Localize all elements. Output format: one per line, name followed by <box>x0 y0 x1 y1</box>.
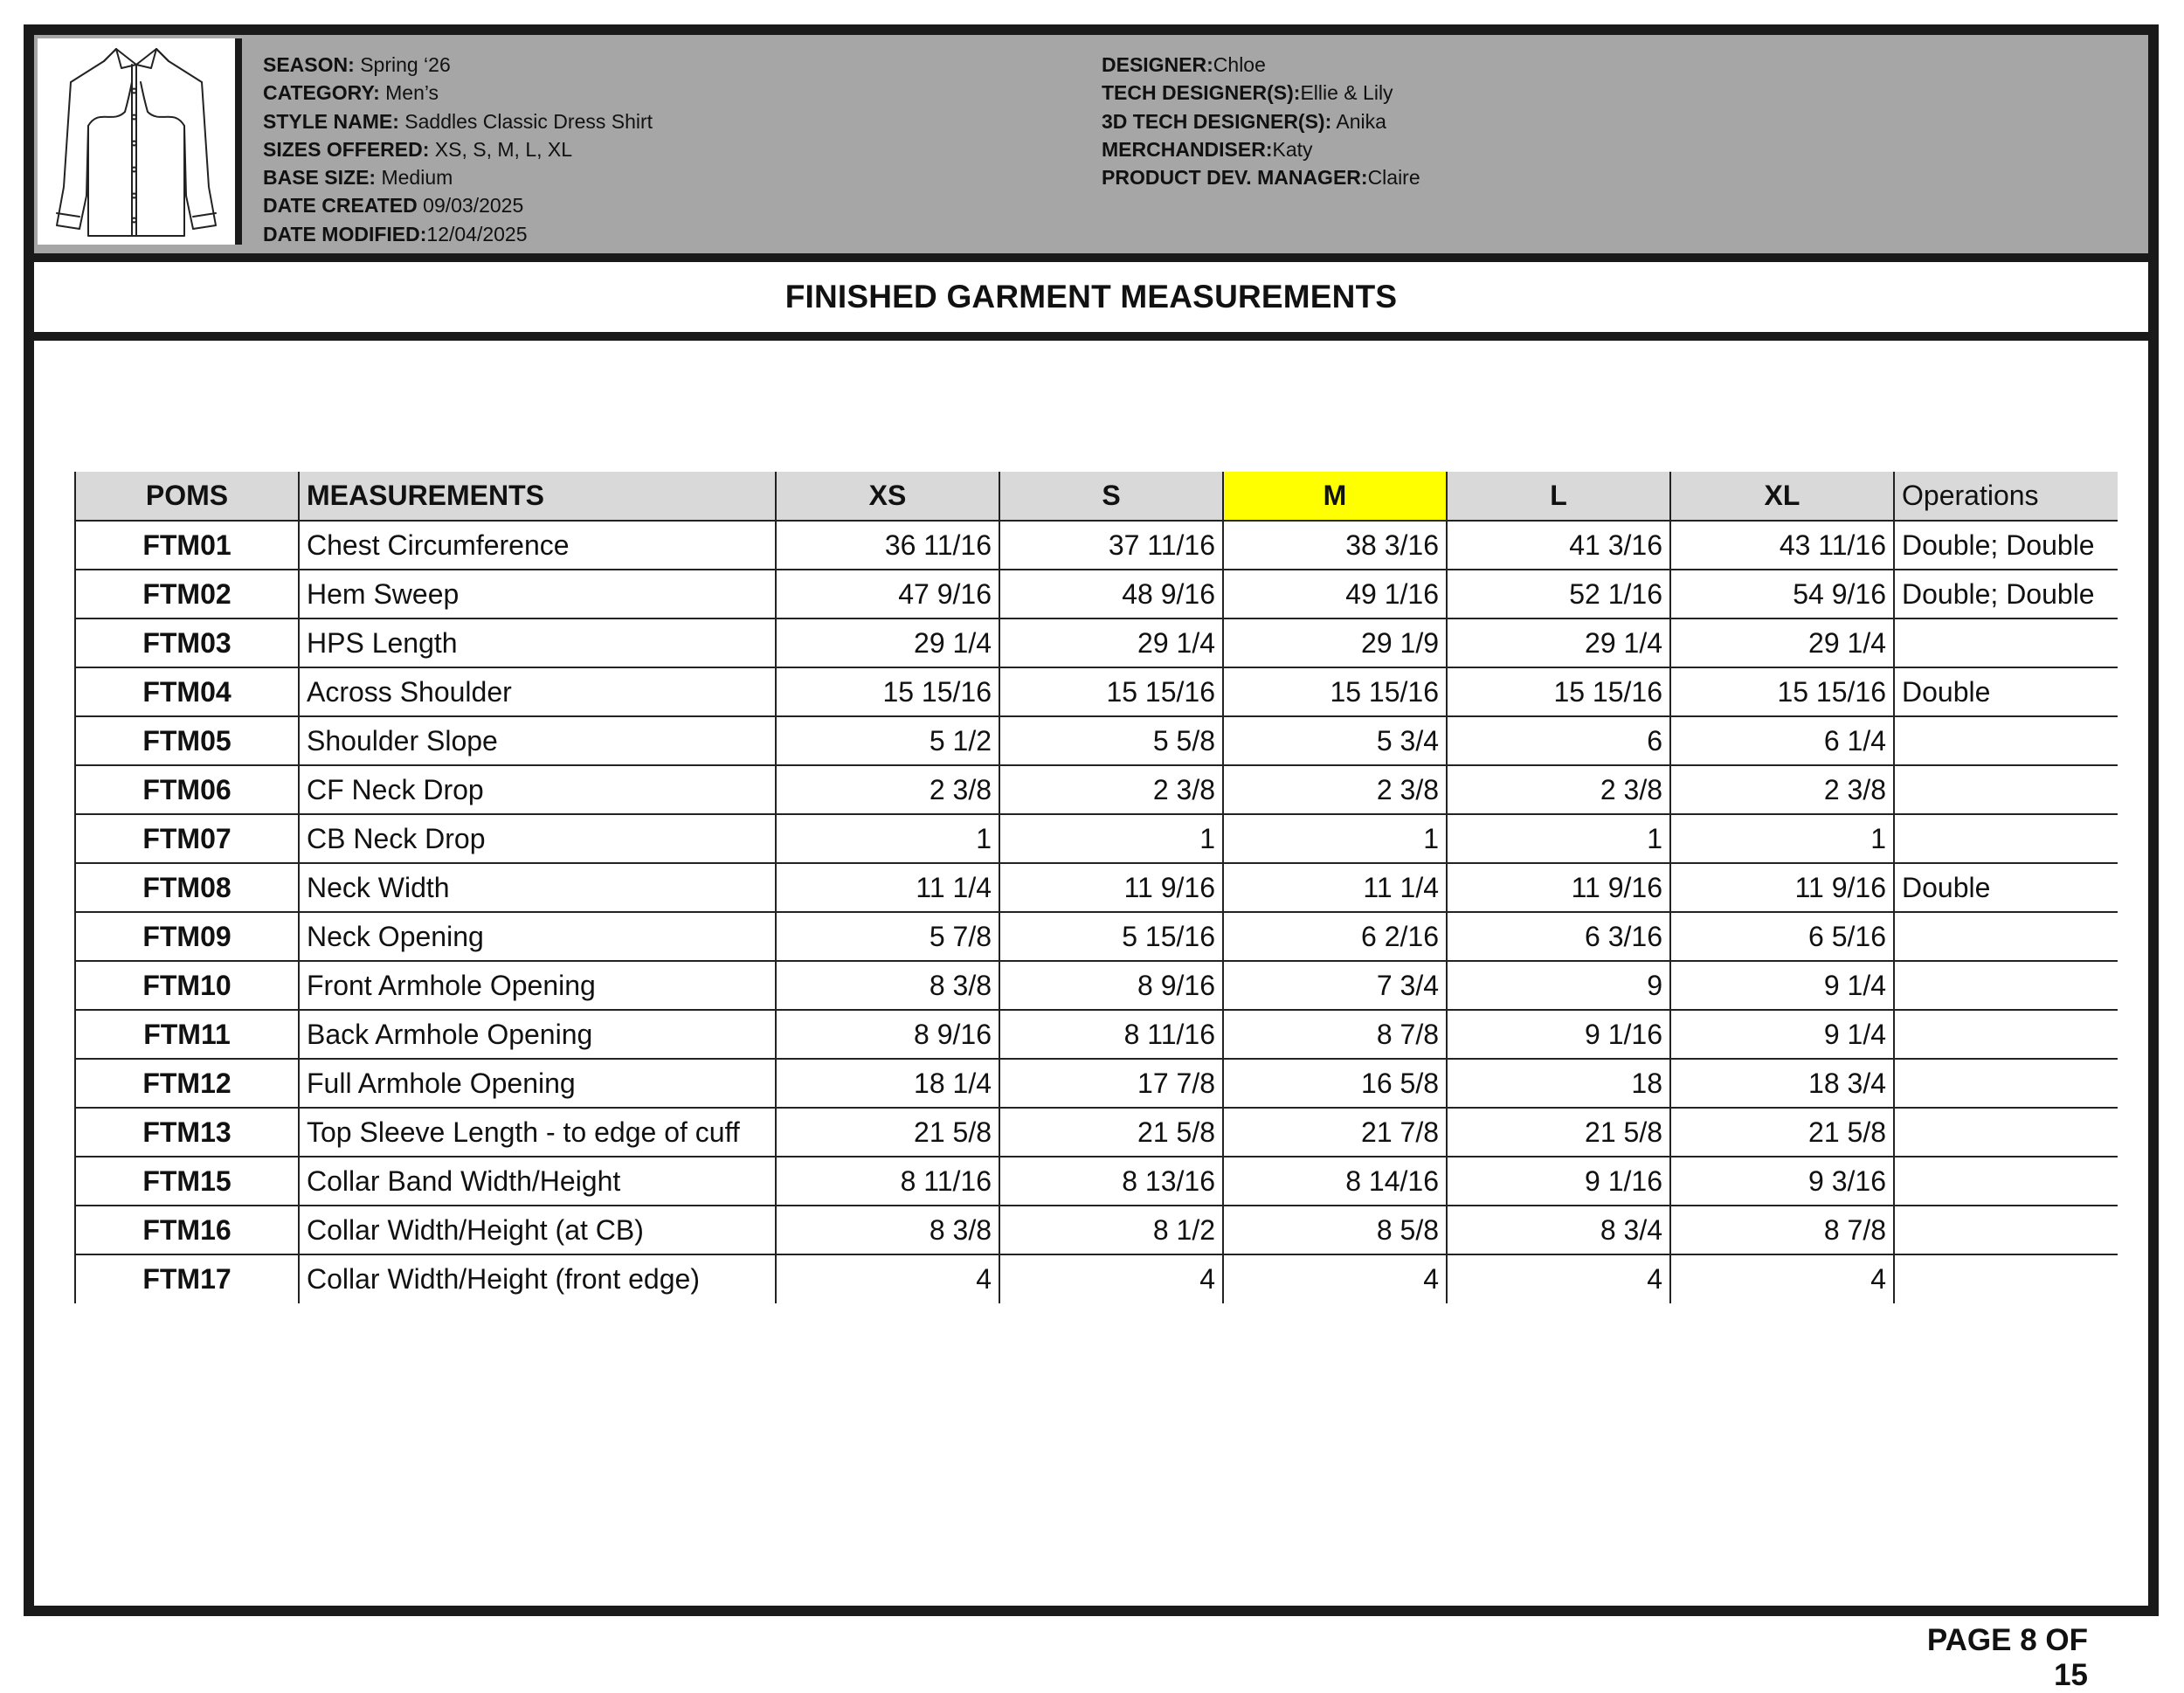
designer-row: DESIGNER:Chloe <box>1102 53 1266 76</box>
value-xs: 5 1/2 <box>776 716 999 765</box>
value-xs: 5 7/8 <box>776 912 999 961</box>
table-row <box>75 1059 2118 1108</box>
product-dev-manager-row: PRODUCT DEV. MANAGER:Claire <box>1102 166 1420 190</box>
value-xs: 8 3/8 <box>776 961 999 1010</box>
value-s: 48 9/16 <box>999 570 1223 618</box>
value-l: 29 1/4 <box>1447 618 1670 667</box>
category-value: Men’s <box>385 81 439 105</box>
value-xs: 4 <box>776 1254 999 1303</box>
value-s: 8 13/16 <box>999 1157 1223 1206</box>
table-row <box>75 618 2118 667</box>
table-body <box>75 521 2118 1303</box>
pom-code: FTM01 <box>75 521 299 570</box>
table-row <box>75 667 2118 716</box>
category-row: CATEGORY: Men’s <box>263 81 439 105</box>
value-s: 37 11/16 <box>999 521 1223 570</box>
value-s: 15 15/16 <box>999 667 1223 716</box>
value-s: 8 11/16 <box>999 1010 1223 1059</box>
pom-code: FTM10 <box>75 961 299 1010</box>
value-m: 7 3/4 <box>1223 961 1447 1010</box>
base-size-value: Medium <box>381 166 453 190</box>
value-s: 1 <box>999 814 1223 863</box>
pom-code: FTM03 <box>75 618 299 667</box>
operations <box>1894 912 2118 961</box>
pom-code: FTM12 <box>75 1059 299 1108</box>
operations <box>1894 1206 2118 1254</box>
col-header-s: S <box>999 472 1223 521</box>
value-m: 8 7/8 <box>1223 1010 1447 1059</box>
table-row <box>75 1254 2118 1303</box>
value-l: 2 3/8 <box>1447 765 1670 814</box>
season-row: SEASON: Spring ‘26 <box>263 53 451 76</box>
value-s: 2 3/8 <box>999 765 1223 814</box>
value-s: 5 15/16 <box>999 912 1223 961</box>
value-xl: 21 5/8 <box>1670 1108 1894 1157</box>
garment-sketch <box>38 38 242 245</box>
value-xs: 1 <box>776 814 999 863</box>
table-row <box>75 863 2118 912</box>
value-xl: 29 1/4 <box>1670 618 1894 667</box>
value-xs: 8 9/16 <box>776 1010 999 1059</box>
value-m: 5 3/4 <box>1223 716 1447 765</box>
pom-code: FTM11 <box>75 1010 299 1059</box>
value-xs: 18 1/4 <box>776 1059 999 1108</box>
value-l: 18 <box>1447 1059 1670 1108</box>
value-m: 29 1/9 <box>1223 618 1447 667</box>
header-info-left <box>263 51 653 248</box>
value-xl: 11 9/16 <box>1670 863 1894 912</box>
col-header-poms: POMS <box>75 472 299 521</box>
value-xl: 43 11/16 <box>1670 521 1894 570</box>
value-m: 38 3/16 <box>1223 521 1447 570</box>
merchandiser-row: MERCHANDISER:Katy <box>1102 137 1313 161</box>
operations <box>1894 1254 2118 1303</box>
col-header-operations: Operations <box>1894 472 2118 521</box>
tech-3d-designer-value: Anika <box>1336 109 1386 133</box>
col-header-l: L <box>1447 472 1670 521</box>
value-l: 52 1/16 <box>1447 570 1670 618</box>
value-l: 6 <box>1447 716 1670 765</box>
pom-code: FTM09 <box>75 912 299 961</box>
table-row <box>75 1157 2118 1206</box>
value-l: 15 15/16 <box>1447 667 1670 716</box>
value-s: 8 1/2 <box>999 1206 1223 1254</box>
value-s: 5 5/8 <box>999 716 1223 765</box>
measurement-name: Neck Width <box>299 863 776 912</box>
value-xs: 21 5/8 <box>776 1108 999 1157</box>
measurement-name: Neck Opening <box>299 912 776 961</box>
value-xs: 11 1/4 <box>776 863 999 912</box>
measurements-table <box>74 472 2118 1303</box>
operations <box>1894 1157 2118 1206</box>
page-number: PAGE 8 OF 15 <box>1926 1623 2088 1692</box>
header-info-right <box>1102 51 1420 191</box>
table-row <box>75 716 2118 765</box>
value-l: 9 <box>1447 961 1670 1010</box>
measurement-name: Collar Band Width/Height <box>299 1157 776 1206</box>
operations <box>1894 1108 2118 1157</box>
value-xl: 54 9/16 <box>1670 570 1894 618</box>
measurement-name: Shoulder Slope <box>299 716 776 765</box>
value-xl: 6 5/16 <box>1670 912 1894 961</box>
table-row <box>75 1108 2118 1157</box>
col-header-m-base-size: M <box>1223 472 1447 521</box>
operations <box>1894 1059 2118 1108</box>
pom-code: FTM08 <box>75 863 299 912</box>
tech-3d-designer-row: 3D TECH DESIGNER(S): Anika <box>1102 109 1386 133</box>
value-l: 9 1/16 <box>1447 1010 1670 1059</box>
date-modified-value: 12/04/2025 <box>426 222 528 245</box>
value-xl: 4 <box>1670 1254 1894 1303</box>
table-row <box>75 1206 2118 1254</box>
value-s: 29 1/4 <box>999 618 1223 667</box>
col-header-xs: XS <box>776 472 999 521</box>
value-m: 8 5/8 <box>1223 1206 1447 1254</box>
value-m: 15 15/16 <box>1223 667 1447 716</box>
measurement-name: Back Armhole Opening <box>299 1010 776 1059</box>
table-row <box>75 570 2118 618</box>
table-row <box>75 912 2118 961</box>
value-s: 8 9/16 <box>999 961 1223 1010</box>
sizes-offered-value: XS, S, M, L, XL <box>434 137 573 161</box>
value-xs: 8 3/8 <box>776 1206 999 1254</box>
value-s: 21 5/8 <box>999 1108 1223 1157</box>
page-title: FINISHED GARMENT MEASUREMENTS <box>34 262 2148 341</box>
value-xl: 1 <box>1670 814 1894 863</box>
value-xs: 2 3/8 <box>776 765 999 814</box>
value-l: 11 9/16 <box>1447 863 1670 912</box>
operations <box>1894 716 2118 765</box>
sizes-offered-row: SIZES OFFERED: XS, S, M, L, XL <box>263 137 573 161</box>
pom-code: FTM02 <box>75 570 299 618</box>
season-value: Spring ‘26 <box>360 53 451 76</box>
value-m: 21 7/8 <box>1223 1108 1447 1157</box>
operations: Double; Double <box>1894 570 2118 618</box>
value-xl: 6 1/4 <box>1670 716 1894 765</box>
date-created-row: DATE CREATED 09/03/2025 <box>263 194 524 218</box>
col-header-xl: XL <box>1670 472 1894 521</box>
value-l: 8 3/4 <box>1447 1206 1670 1254</box>
table-row <box>75 1010 2118 1059</box>
value-l: 41 3/16 <box>1447 521 1670 570</box>
value-m: 1 <box>1223 814 1447 863</box>
measurement-name: Collar Width/Height (at CB) <box>299 1206 776 1254</box>
value-m: 49 1/16 <box>1223 570 1447 618</box>
value-xs: 29 1/4 <box>776 618 999 667</box>
pom-code: FTM15 <box>75 1157 299 1206</box>
table-row <box>75 961 2118 1010</box>
table-row <box>75 814 2118 863</box>
designer-value: Chloe <box>1213 53 1266 76</box>
value-l: 6 3/16 <box>1447 912 1670 961</box>
value-m: 4 <box>1223 1254 1447 1303</box>
table-row <box>75 521 2118 570</box>
table-header-row <box>75 472 2118 521</box>
pom-code: FTM07 <box>75 814 299 863</box>
value-s: 17 7/8 <box>999 1059 1223 1108</box>
value-l: 9 1/16 <box>1447 1157 1670 1206</box>
value-xl: 9 3/16 <box>1670 1157 1894 1206</box>
operations <box>1894 765 2118 814</box>
measurement-name: HPS Length <box>299 618 776 667</box>
col-header-measurements: MEASUREMENTS <box>299 472 776 521</box>
table-row <box>75 765 2118 814</box>
value-s: 11 9/16 <box>999 863 1223 912</box>
operations <box>1894 618 2118 667</box>
value-m: 11 1/4 <box>1223 863 1447 912</box>
measurement-name: Top Sleeve Length - to edge of cuff <box>299 1108 776 1157</box>
value-xl: 18 3/4 <box>1670 1059 1894 1108</box>
pom-code: FTM17 <box>75 1254 299 1303</box>
pom-code: FTM04 <box>75 667 299 716</box>
style-name-value: Saddles Classic Dress Shirt <box>404 109 653 133</box>
value-m: 16 5/8 <box>1223 1059 1447 1108</box>
value-xs: 8 11/16 <box>776 1157 999 1206</box>
base-size-row: BASE SIZE: Medium <box>263 166 453 190</box>
measurement-name: Front Armhole Opening <box>299 961 776 1010</box>
measurement-name: Hem Sweep <box>299 570 776 618</box>
date-modified-row: DATE MODIFIED:12/04/2025 <box>263 222 528 245</box>
measurement-name: Collar Width/Height (front edge) <box>299 1254 776 1303</box>
measurement-name: Chest Circumference <box>299 521 776 570</box>
value-xs: 15 15/16 <box>776 667 999 716</box>
pom-code: FTM16 <box>75 1206 299 1254</box>
merchandiser-value: Katy <box>1272 137 1313 161</box>
value-xl: 15 15/16 <box>1670 667 1894 716</box>
value-xl: 8 7/8 <box>1670 1206 1894 1254</box>
tech-pack-sheet <box>24 24 2159 1616</box>
value-l: 21 5/8 <box>1447 1108 1670 1157</box>
value-xl: 2 3/8 <box>1670 765 1894 814</box>
operations: Double <box>1894 863 2118 912</box>
style-name-row: STYLE NAME: Saddles Classic Dress Shirt <box>263 109 653 133</box>
measurement-name: CB Neck Drop <box>299 814 776 863</box>
value-m: 2 3/8 <box>1223 765 1447 814</box>
pom-code: FTM05 <box>75 716 299 765</box>
value-m: 8 14/16 <box>1223 1157 1447 1206</box>
value-l: 1 <box>1447 814 1670 863</box>
operations <box>1894 961 2118 1010</box>
dress-shirt-flat-sketch-icon <box>38 38 235 245</box>
tech-designer-row: TECH DESIGNER(S):Ellie & Lily <box>1102 81 1393 105</box>
operations: Double <box>1894 667 2118 716</box>
measurement-name: Full Armhole Opening <box>299 1059 776 1108</box>
pom-code: FTM13 <box>75 1108 299 1157</box>
operations <box>1894 1010 2118 1059</box>
value-xs: 36 11/16 <box>776 521 999 570</box>
tech-designer-value: Ellie & Lily <box>1300 81 1393 105</box>
operations <box>1894 814 2118 863</box>
spec-header <box>34 35 2148 262</box>
measurement-name: Across Shoulder <box>299 667 776 716</box>
value-xl: 9 1/4 <box>1670 961 1894 1010</box>
value-xs: 47 9/16 <box>776 570 999 618</box>
value-xl: 9 1/4 <box>1670 1010 1894 1059</box>
value-m: 6 2/16 <box>1223 912 1447 961</box>
operations: Double; Double <box>1894 521 2118 570</box>
pom-code: FTM06 <box>75 765 299 814</box>
date-created-value: 09/03/2025 <box>423 194 524 218</box>
value-s: 4 <box>999 1254 1223 1303</box>
value-l: 4 <box>1447 1254 1670 1303</box>
product-dev-manager-value: Claire <box>1367 166 1420 190</box>
measurement-name: CF Neck Drop <box>299 765 776 814</box>
